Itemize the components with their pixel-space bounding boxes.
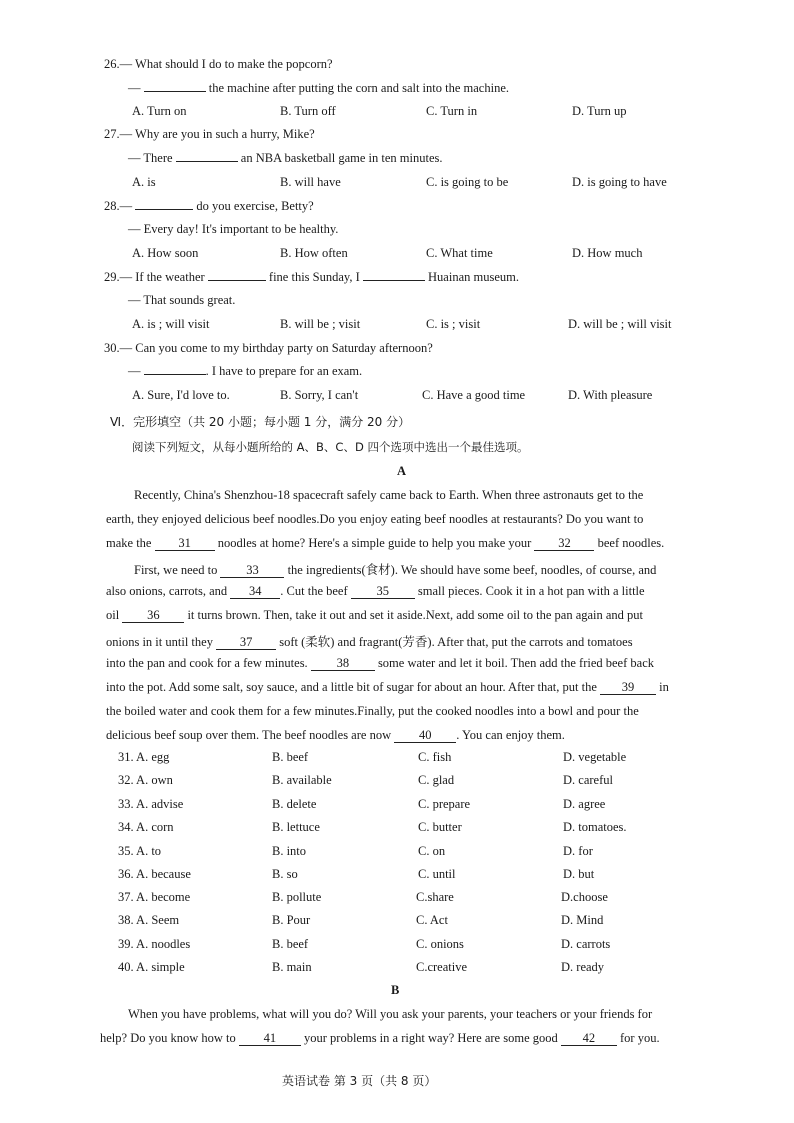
option-26-d[interactable]: D. Turn up: [572, 104, 627, 118]
passage-a-line: delicious beef soup over them. The beef noodles are now 40 . You can enjoy them.: [106, 728, 565, 742]
option-29-d[interactable]: D. will be ; will visit: [568, 317, 672, 331]
choice-34-c[interactable]: C. butter: [418, 820, 462, 834]
question-number: 27.: [104, 127, 120, 141]
option-27-c[interactable]: C. is going to be: [426, 175, 509, 189]
passage-a-line: the boiled water and cook them for a few minutes.Finally, put the cooked noodles into a bowl and pour the: [106, 704, 639, 718]
blank-35[interactable]: 35: [351, 585, 415, 599]
choice-40-a[interactable]: 40. A. simple: [118, 960, 185, 974]
choice-31-c[interactable]: C. fish: [418, 750, 452, 764]
choice-36-d[interactable]: D. but: [563, 867, 595, 881]
choice-33-a[interactable]: 33. A. advise: [118, 797, 184, 811]
question-29-reply: — That sounds great.: [128, 293, 236, 307]
choice-40-c[interactable]: C.creative: [416, 960, 468, 974]
question-26-prompt: 26.— What should I do to make the popcorn?: [104, 57, 333, 71]
choice-37-a[interactable]: 37. A. become: [118, 890, 191, 904]
choice-33-c[interactable]: C. prepare: [418, 797, 471, 811]
question-29-prompt: 29.— If the weather fine this Sunday, I Huainan museum.: [104, 270, 519, 284]
blank-38[interactable]: 38: [311, 657, 375, 671]
passage-a-line: make the 31 noodles at home? Here's a simple guide to help you make your 32 beef noodles.: [106, 536, 665, 550]
choice-31-b[interactable]: B. beef: [272, 750, 309, 764]
choice-35-d[interactable]: D. for: [563, 844, 593, 858]
question-27-reply: — There an NBA basketball game in ten minutes.: [128, 151, 443, 165]
blank-41[interactable]: 41: [239, 1032, 301, 1046]
option-28-a[interactable]: A. How soon: [132, 246, 199, 260]
blank-37[interactable]: 37: [216, 636, 276, 650]
question-27-prompt: 27.— Why are you in such a hurry, Mike?: [104, 127, 315, 141]
choice-34-a[interactable]: 34. A. corn: [118, 820, 174, 834]
choice-35-b[interactable]: B. into: [272, 844, 307, 858]
option-30-c[interactable]: C. Have a good time: [422, 388, 526, 402]
option-26-b[interactable]: B. Turn off: [280, 104, 336, 118]
option-29-b[interactable]: B. will be ; visit: [280, 317, 361, 331]
passage-a-line: earth, they enjoyed delicious beef noodles.Do you enjoy eating beef noodles at restaurants? Do you want to: [106, 512, 644, 526]
blank-33[interactable]: 33: [220, 564, 284, 578]
option-29-c[interactable]: C. is ; visit: [426, 317, 481, 331]
choice-33-b[interactable]: B. delete: [272, 797, 317, 811]
passage-b-line: help? Do you know how to 41 your problems in a right way? Here are some good 42 for you.: [100, 1031, 660, 1045]
blank-40[interactable]: 40: [394, 729, 456, 743]
choice-40-b[interactable]: B. main: [272, 960, 312, 974]
choice-39-c[interactable]: C. onions: [416, 937, 464, 951]
question-number: 30.: [104, 341, 120, 355]
question-28-prompt: 28.— do you exercise, Betty?: [104, 199, 314, 213]
passage-a-line: oil 36 it turns brown. Then, take it out and set it aside.Next, add some oil to the pan again and put: [106, 608, 644, 622]
passage-a-line: into the pot. Add some salt, soy sauce, and a little bit of sugar for about an hour. After that, put the 39 in: [106, 680, 669, 694]
choice-32-c[interactable]: C. glad: [418, 773, 455, 787]
choice-39-d[interactable]: D. carrots: [561, 937, 611, 951]
choice-37-d[interactable]: D.choose: [561, 890, 608, 904]
question-number: 28.: [104, 199, 120, 213]
choice-35-c[interactable]: C. on: [418, 844, 446, 858]
passage-a-line: also onions, carrots, and 34 . Cut the beef 35 small pieces. Cook it in a hot pan with a little: [106, 584, 645, 598]
choice-32-b[interactable]: B. available: [272, 773, 332, 787]
choice-32-d[interactable]: D. careful: [563, 773, 613, 787]
page-footer: 英语试卷 第 3 页（共 8 页）: [282, 1074, 437, 1088]
choice-33-d[interactable]: D. agree: [563, 797, 606, 811]
blank-34[interactable]: 34: [230, 585, 280, 599]
choice-38-c[interactable]: C. Act: [416, 913, 448, 927]
section-title: Ⅵ．完形填空（共 20 小题；每小题 1 分，满分 20 分）: [110, 415, 411, 429]
choice-36-a[interactable]: 36. A. because: [118, 867, 191, 881]
choice-39-a[interactable]: 39. A. noodles: [118, 937, 191, 951]
answer-blank[interactable]: [144, 374, 206, 375]
passage-a-line: Recently, China's Shenzhou-18 spacecraft safely came back to Earth. When three astronauts get to the: [134, 488, 644, 502]
option-28-b[interactable]: B. How often: [280, 246, 348, 260]
answer-blank[interactable]: [135, 209, 193, 210]
passage-a-line: onions in it until they 37 soft (柔软) and fragrant(芳香). After that, put the carrots and tomatoes: [106, 635, 633, 649]
question-30-prompt: 30.— Can you come to my birthday party on Saturday afternoon?: [104, 341, 433, 355]
passage-a-heading: A: [397, 464, 407, 478]
choice-36-b[interactable]: B. so: [272, 867, 298, 881]
option-27-d[interactable]: D. is going to have: [572, 175, 667, 189]
passage-a-line: into the pan and cook for a few minutes. 38 some water and let it boil. Then add the fried beef back: [106, 656, 654, 670]
choice-31-d[interactable]: D. vegetable: [563, 750, 627, 764]
blank-32[interactable]: 32: [534, 537, 594, 551]
answer-blank[interactable]: [208, 280, 266, 281]
option-30-b[interactable]: B. Sorry, I can't: [280, 388, 359, 402]
blank-31[interactable]: 31: [155, 537, 215, 551]
option-30-d[interactable]: D. With pleasure: [568, 388, 653, 402]
choice-40-d[interactable]: D. ready: [561, 960, 605, 974]
blank-42[interactable]: 42: [561, 1032, 617, 1046]
blank-39[interactable]: 39: [600, 681, 656, 695]
option-26-c[interactable]: C. Turn in: [426, 104, 478, 118]
answer-blank[interactable]: [363, 280, 425, 281]
option-28-c[interactable]: C. What time: [426, 246, 493, 260]
choice-32-a[interactable]: 32. A. own: [118, 773, 173, 787]
option-28-d[interactable]: D. How much: [572, 246, 643, 260]
question-number: 29.: [104, 270, 120, 284]
choice-35-a[interactable]: 35. A. to: [118, 844, 162, 858]
choice-37-c[interactable]: C.share: [416, 890, 454, 904]
choice-31-a[interactable]: 31. A. egg: [118, 750, 170, 764]
choice-34-d[interactable]: D. tomatoes.: [563, 820, 627, 834]
question-number: 26.: [104, 57, 120, 71]
option-30-a[interactable]: A. Sure, I'd love to.: [132, 388, 230, 402]
choice-38-d[interactable]: D. Mind: [561, 913, 604, 927]
question-26-reply: — the machine after putting the corn and salt into the machine.: [128, 81, 509, 95]
question-28-reply: — Every day! It's important to be healthy.: [128, 222, 339, 236]
choice-37-b[interactable]: B. pollute: [272, 890, 322, 904]
option-27-b[interactable]: B. will have: [280, 175, 341, 189]
section-instruction: 阅读下列短文，从每小题所给的 A、B、C、D 四个选项中选出一个最佳选项。: [132, 440, 529, 454]
passage-b-line: When you have problems, what will you do? Will you ask your parents, your teachers or your friends for: [128, 1007, 653, 1021]
option-29-a[interactable]: A. is ; will visit: [132, 317, 210, 331]
choice-38-b[interactable]: B. Pour: [272, 913, 311, 927]
passage-b-heading: B: [391, 983, 400, 997]
passage-a-line: First, we need to 33 the ingredients(食材). We should have some beef, noodles, of course, and: [134, 563, 657, 577]
choice-36-c[interactable]: C. until: [418, 867, 456, 881]
choice-39-b[interactable]: B. beef: [272, 937, 309, 951]
question-30-reply: — . I have to prepare for an exam.: [128, 364, 363, 378]
blank-36[interactable]: 36: [122, 609, 184, 623]
answer-blank[interactable]: [144, 91, 206, 92]
answer-blank[interactable]: [176, 161, 238, 162]
choice-34-b[interactable]: B. lettuce: [272, 820, 320, 834]
option-26-a[interactable]: A. Turn on: [132, 104, 187, 118]
choice-38-a[interactable]: 38. A. Seem: [118, 913, 180, 927]
option-27-a[interactable]: A. is: [132, 175, 156, 189]
